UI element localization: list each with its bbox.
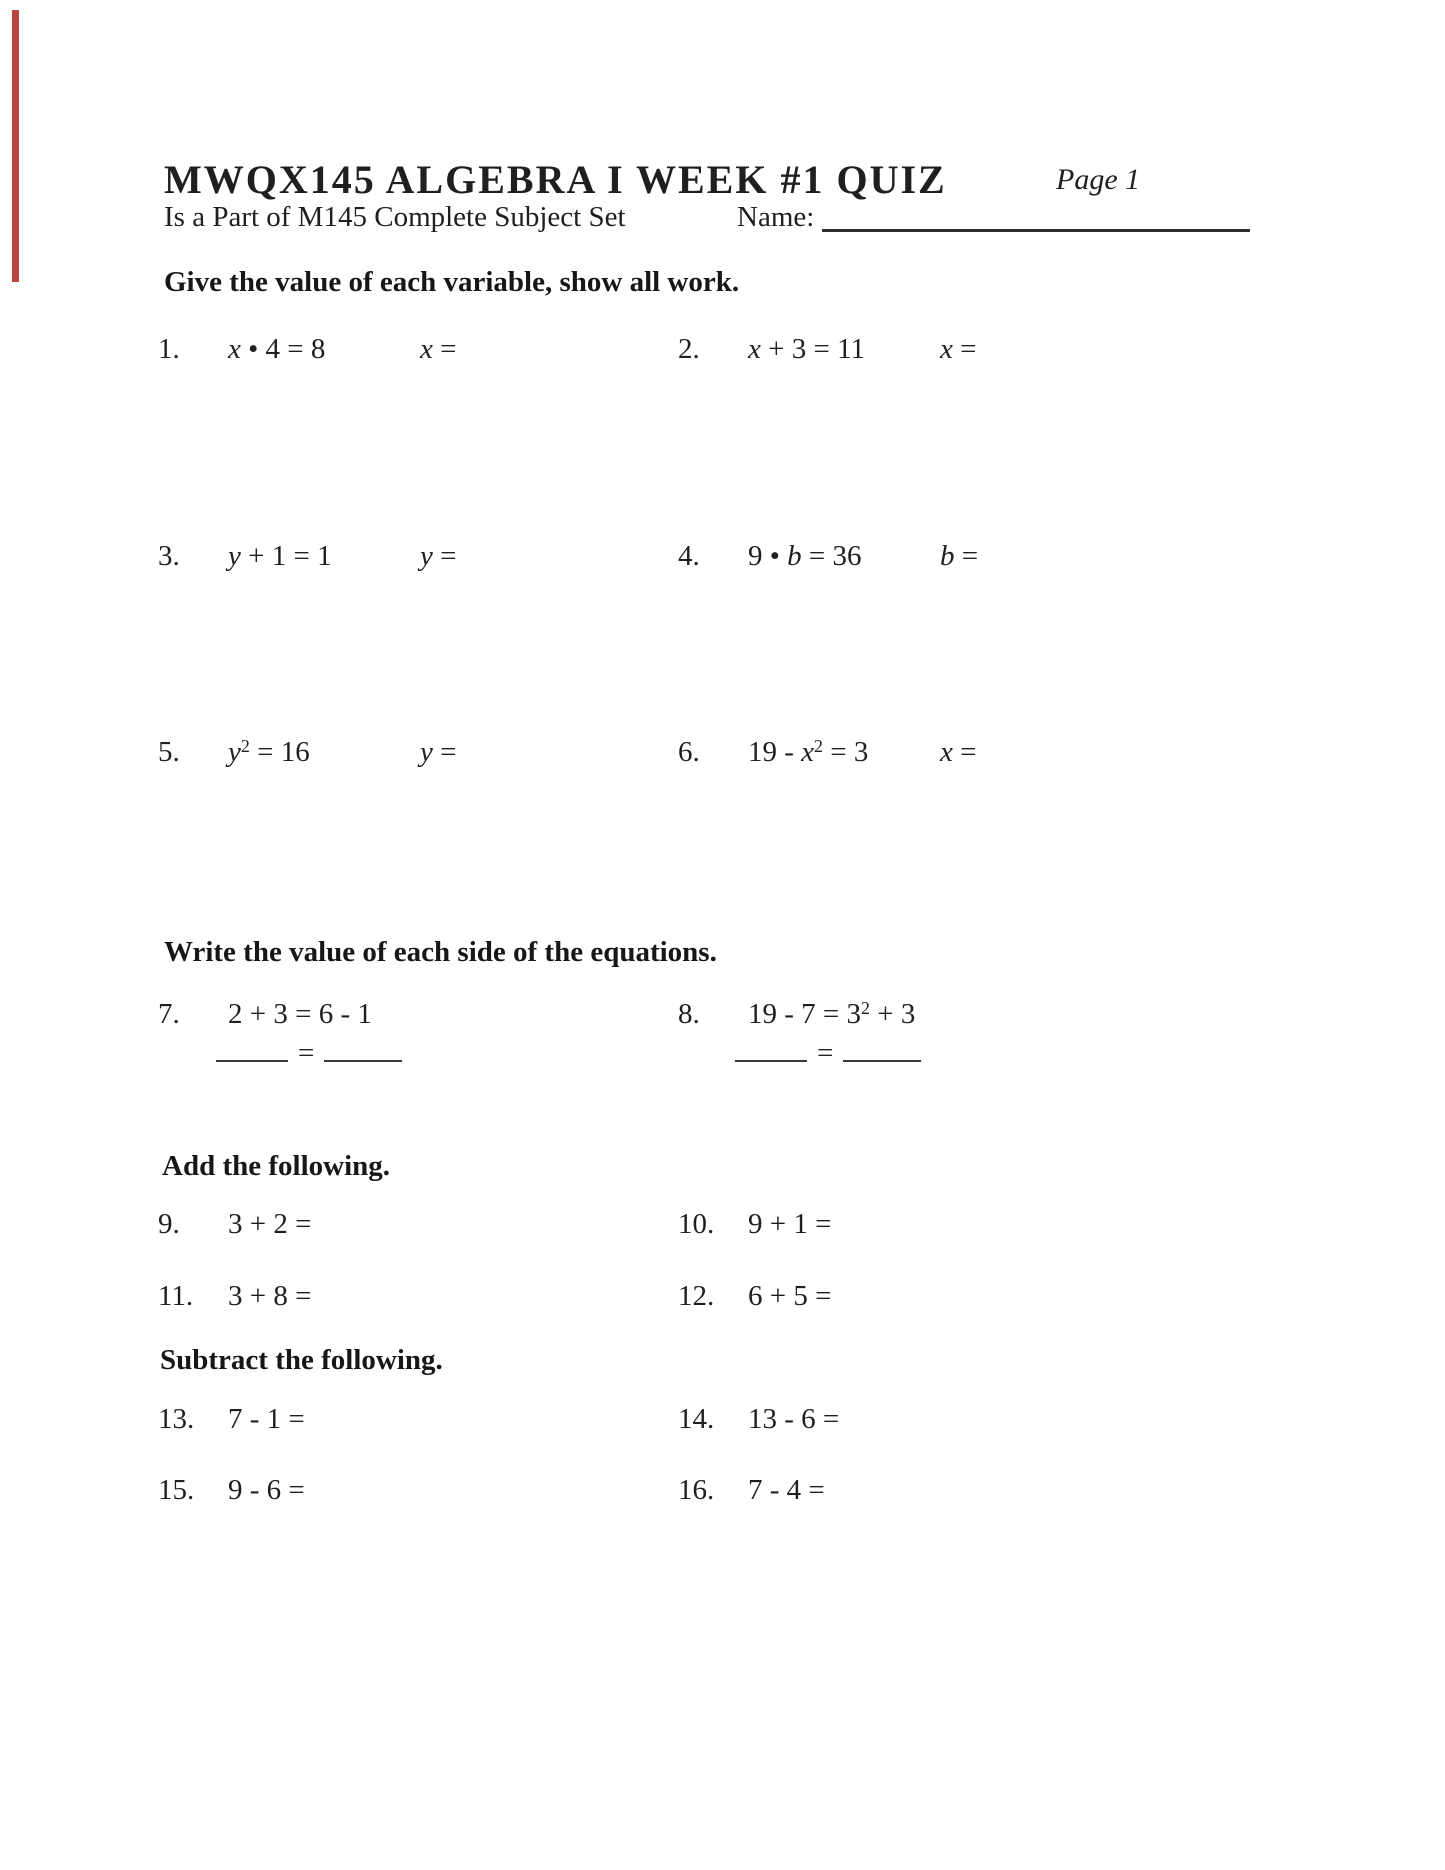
problem-equation: 3 + 8 = — [228, 1280, 312, 1312]
problem-answer-label: x = — [940, 333, 977, 365]
problem-16 — [678, 1474, 1318, 1514]
problem-number: 4. — [678, 540, 700, 572]
problem-equation: 9 • b = 36 — [748, 540, 862, 572]
problem-number: 8. — [678, 998, 700, 1030]
name-label: Name: — [737, 201, 815, 233]
problem-answer-label: y = — [420, 540, 457, 572]
problem-number: 5. — [158, 736, 180, 768]
problem-8 — [678, 998, 1318, 1038]
problem-equation: $y^2 = 16$ — [228, 736, 310, 768]
problem-number: 9. — [158, 1208, 180, 1240]
problem-equation: 2 + 3 = 6 - 1 — [228, 998, 372, 1030]
problem-answer-label: b = — [940, 540, 979, 572]
section-heading-add: Add the following. — [162, 1150, 391, 1182]
problem-equation: $19 - x^2 = 3$ — [748, 736, 869, 768]
subtitle: Is a Part of M145 Complete Subject Set — [164, 201, 626, 233]
problem-2 — [678, 333, 1318, 373]
problem-number: 12. — [678, 1280, 715, 1312]
problem-equation: 9 + 1 = — [748, 1208, 832, 1240]
problem-10 — [678, 1208, 1318, 1248]
problem-number: 14. — [678, 1403, 715, 1435]
page-number: Page 1 — [1056, 163, 1141, 196]
problem-equation: 9 - 6 = — [228, 1474, 305, 1506]
problem-equation: y + 1 = 1 — [228, 540, 332, 572]
problem-equation: x + 3 = 11 — [748, 333, 866, 365]
problem-12 — [678, 1280, 1318, 1320]
problem-number: 6. — [678, 736, 700, 768]
answer-blank-line — [735, 1034, 807, 1062]
answer-blanks-7 — [216, 1034, 402, 1070]
problem-number: 7. — [158, 998, 180, 1030]
answer-blank-line — [216, 1034, 288, 1062]
scan-artifact-line — [12, 10, 19, 282]
problem-equation: 7 - 4 = — [748, 1474, 825, 1506]
problem-equation: 6 + 5 = — [748, 1280, 832, 1312]
problem-equation: 7 - 1 = — [228, 1403, 305, 1435]
problem-answer-label: x = — [940, 736, 977, 768]
problem-6 — [678, 736, 1318, 776]
answer-blank-line — [843, 1034, 921, 1062]
problem-number: 1. — [158, 333, 180, 365]
section-heading-variables: Give the value of each variable, show all work. — [164, 266, 740, 298]
problem-number: 11. — [158, 1280, 194, 1312]
problem-number: 2. — [678, 333, 700, 365]
answer-blank-line — [324, 1034, 402, 1062]
section-heading-subtract: Subtract the following. — [160, 1344, 443, 1376]
problem-answer-label: x = — [420, 333, 457, 365]
problem-equation: $19 - 7 = 3^2 + 3$ — [748, 998, 916, 1030]
problem-number: 16. — [678, 1474, 715, 1506]
problem-number: 3. — [158, 540, 180, 572]
problem-number: 13. — [158, 1403, 195, 1435]
answer-blanks-8 — [735, 1034, 921, 1070]
problem-number: 15. — [158, 1474, 195, 1506]
blank-equals-sign: = — [298, 1037, 315, 1069]
page-title: MWQX145 ALGEBRA I WEEK #1 QUIZ — [164, 157, 947, 202]
name-input-line — [822, 229, 1250, 232]
problem-equation: 3 + 2 = — [228, 1208, 312, 1240]
problem-14 — [678, 1403, 1318, 1443]
section-heading-sides: Write the value of each side of the equations. — [164, 936, 717, 968]
problem-4 — [678, 540, 1318, 580]
problem-equation: x • 4 = 8 — [228, 333, 326, 365]
problem-equation: 13 - 6 = — [748, 1403, 840, 1435]
problem-number: 10. — [678, 1208, 715, 1240]
blank-equals-sign: = — [817, 1037, 834, 1069]
problem-answer-label: y = — [420, 736, 457, 768]
